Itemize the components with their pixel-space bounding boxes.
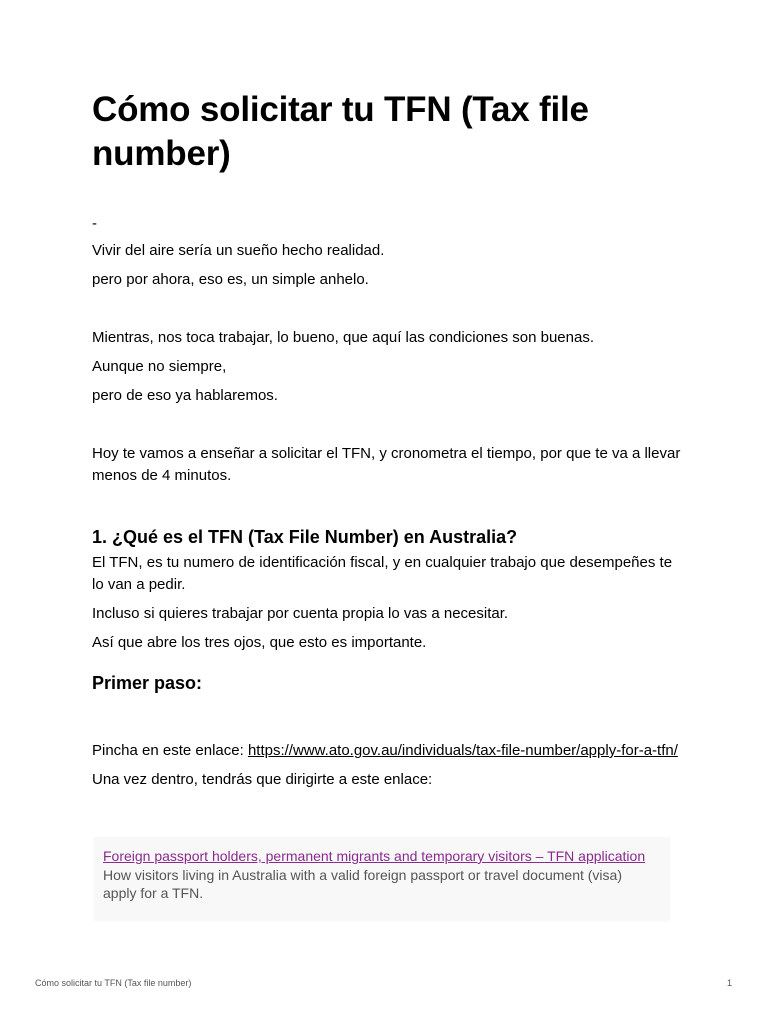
dash-separator: - — [92, 215, 97, 232]
step1-link-prefix: Pincha en este enlace: — [92, 742, 248, 759]
intro-line-1: Vivir del aire sería un sueño hecho realidad. — [92, 242, 385, 259]
para3: Hoy te vamos a enseñar a solicitar el TFN, y cronometra el tiempo, por que te va a llevar menos de 4 minutos. — [92, 445, 681, 484]
ato-apply-tfn-link[interactable]: https://www.ato.gov.au/individuals/tax-file-number/apply-for-a-tfn/ — [247, 742, 678, 759]
step1-link-paragraph — [92, 740, 682, 762]
section1-line-1: El TFN, es tu numero de identificación fiscal, y en cualquier trabajo que desempeñes te lo van a pedir. — [92, 554, 673, 593]
document-title: Cómo solicitar tu TFN (Tax file number) — [92, 90, 589, 173]
foreign-passport-tfn-link[interactable]: Foreign passport holders, permanent migrants and temporary visitors – TFN application — [103, 848, 646, 864]
step1-after-link: Una vez dentro, tendrás que dirigirte a este enlace: — [92, 771, 433, 788]
card-description: How visitors living in Australia with a valid foreign passport or travel document (visa) apply for a TFN. — [103, 867, 622, 901]
para2-line-3: pero de eso ya hablaremos. — [92, 387, 278, 404]
para2-line-2: Aunque no siempre, — [92, 358, 227, 375]
footer-title: Cómo solicitar tu TFN (Tax file number) — [35, 978, 192, 988]
para2-line-1: Mientras, nos toca trabajar, lo bueno, que aquí las condiciones son buenas. — [92, 329, 594, 346]
step1-heading: Primer paso: — [92, 673, 203, 693]
footer-page-number: 1 — [727, 978, 733, 988]
intro-line-2: pero por ahora, eso es, un simple anhelo. — [92, 271, 369, 288]
document-page — [92, 88, 682, 791]
section1-line-2: Incluso si quieres trabajar por cuenta propia lo vas a necesitar. — [92, 605, 509, 622]
section1-line-3: Así que abre los tres ojos, que esto es importante. — [92, 634, 427, 651]
ato-screenshot-card — [94, 837, 670, 920]
section1-heading: 1. ¿Qué es el TFN (Tax File Number) en Australia? — [92, 527, 518, 547]
